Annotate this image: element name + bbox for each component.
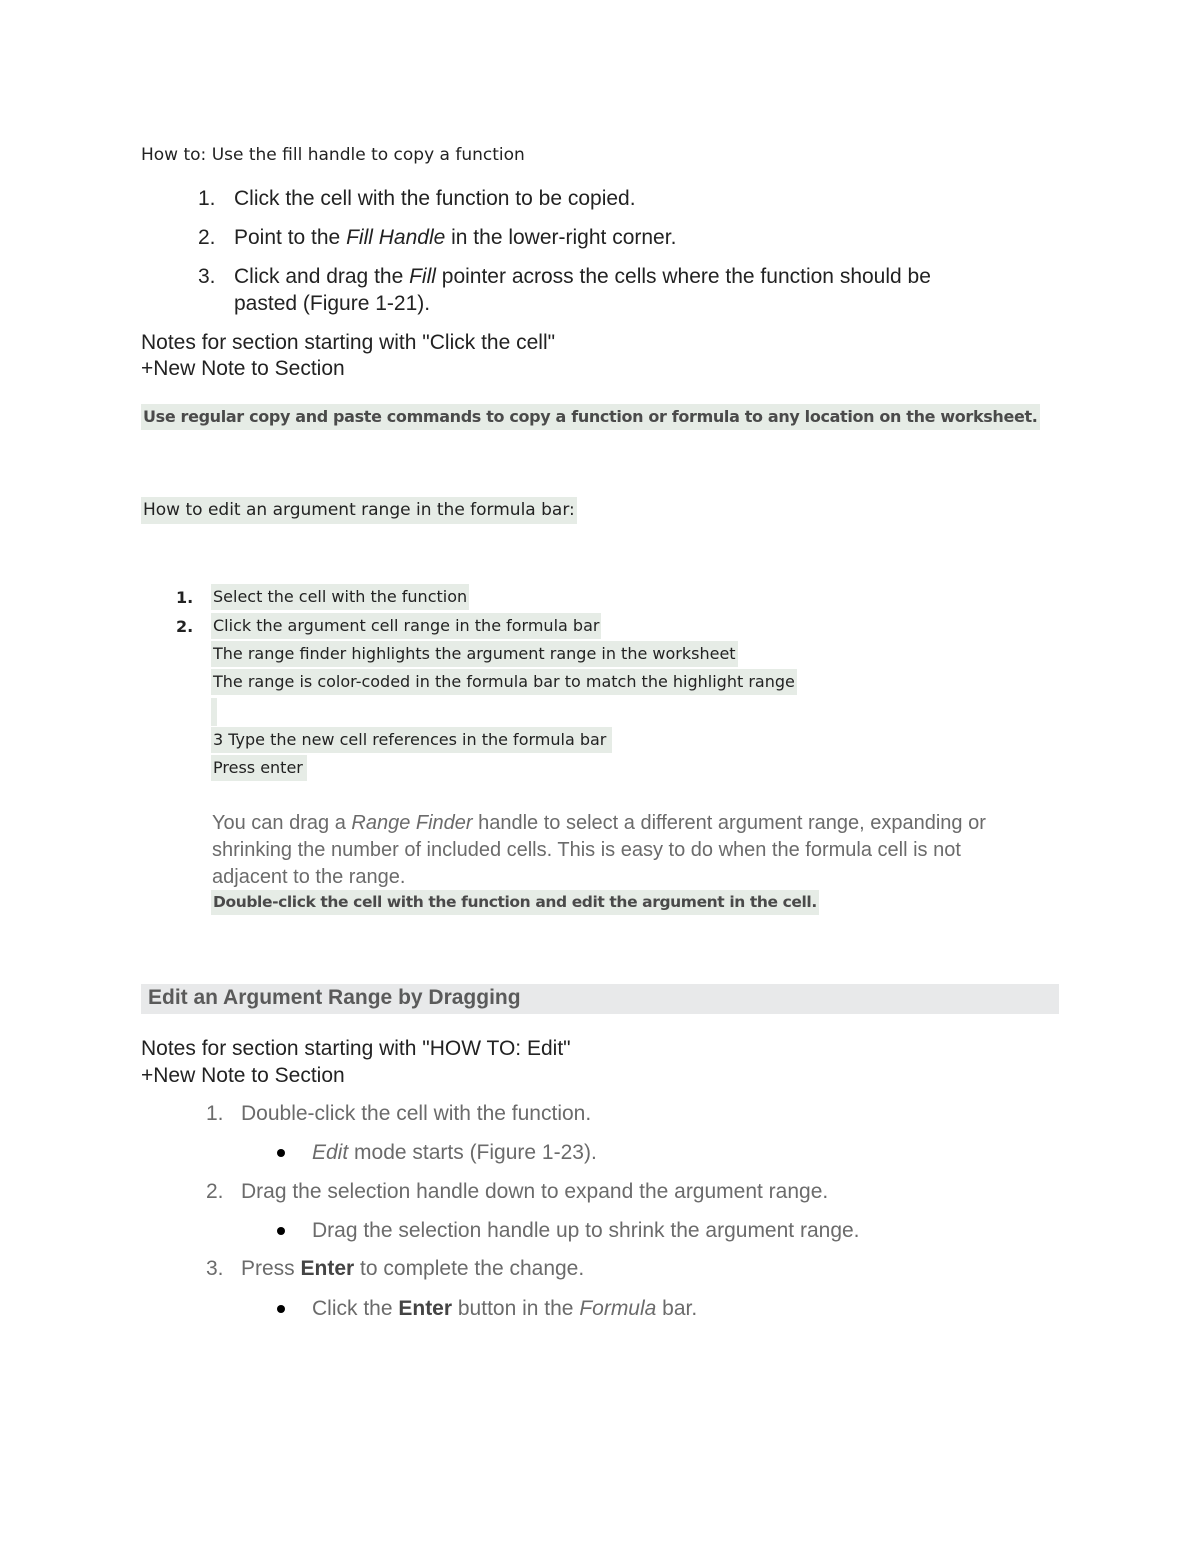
s2-para-line3: adjacent to the range. xyxy=(212,866,406,888)
step3-pre: Press xyxy=(241,1257,301,1280)
s1-tip: Use regular copy and paste commands to copy a function or formula to any location on the worksheet. xyxy=(141,404,1040,430)
heading-rest: Use the fill handle to copy a function xyxy=(206,145,525,165)
s3-bullet2: Drag the selection handle up to shrink the argument range. xyxy=(312,1219,860,1242)
s2-step1-text: Select the cell with the function xyxy=(211,584,469,610)
s3-step3-num: 3. xyxy=(206,1257,224,1280)
s3-step1-num: 1. xyxy=(206,1102,224,1125)
s1-notes-label: Notes for section starting with "Click the cell" xyxy=(141,331,556,354)
fill-term: Fill xyxy=(409,265,436,288)
s2-double-click: Double-click the cell with the function and edit the argument in the cell. xyxy=(211,890,819,915)
s2-step3: 3 Type the new cell references in the formula bar xyxy=(211,727,612,753)
s1-step3-line2: pasted (Figure 1-21). xyxy=(234,292,431,315)
s2-para-line1 xyxy=(212,812,986,835)
s2-step2-text: Click the argument cell range in the formula bar xyxy=(211,613,601,639)
s3-heading: Edit an Argument Range by Dragging xyxy=(148,986,521,1009)
s3-bullet3 xyxy=(312,1297,697,1321)
s3-step3-text xyxy=(241,1257,584,1281)
bullet3-post: bar. xyxy=(656,1297,698,1320)
s2-empty-highlight xyxy=(211,698,217,726)
s2-para-line2: shrinking the number of included cells. This is easy to do when the formula cell is not xyxy=(212,839,961,861)
s1-step3-pre: Click and drag the xyxy=(234,265,410,288)
bullet1-post: mode starts (Figure 1-23). xyxy=(348,1141,597,1164)
s3-step2-text: Drag the selection handle down to expand the argument range. xyxy=(241,1180,829,1203)
s2-heading: How to edit an argument range in the formula bar: xyxy=(141,497,577,524)
s1-step1-num: 1. xyxy=(198,187,216,210)
enter-key-term: Enter xyxy=(300,1257,355,1280)
range-finder-term: Range Finder xyxy=(351,812,473,834)
step3-post: to complete the change. xyxy=(354,1257,585,1280)
s3-step2-num: 2. xyxy=(206,1180,224,1203)
s2-step2-num: 2. xyxy=(176,617,194,636)
bullet-icon xyxy=(277,1227,285,1235)
s1-step2-post: in the lower-right corner. xyxy=(445,226,677,249)
s3-notes-label: Notes for section starting with "HOW TO: Edit" xyxy=(141,1037,571,1060)
s3-bullet1 xyxy=(312,1141,597,1165)
enter-button-term: Enter xyxy=(398,1297,453,1320)
heading-prefix: How to: xyxy=(141,145,207,165)
s2-step1-num: 1. xyxy=(176,588,194,607)
s1-step3-num: 3. xyxy=(198,265,216,288)
para-pre: You can drag a xyxy=(212,812,352,834)
s1-step2-num: 2. xyxy=(198,226,216,249)
s1-step2-pre: Point to the xyxy=(234,226,347,249)
s3-step1-text: Double-click the cell with the function. xyxy=(241,1102,592,1125)
s1-step3-post: pointer across the cells where the function should be xyxy=(435,265,931,288)
s2-sub2: The range is color-coded in the formula bar to match the highlight range xyxy=(211,669,797,695)
formula-term: Formula xyxy=(579,1297,657,1320)
s1-new-note-link[interactable]: +New Note to Section xyxy=(141,357,345,380)
bullet-icon xyxy=(277,1305,285,1313)
bullet-icon xyxy=(277,1149,285,1157)
bullet3-pre: Click the xyxy=(312,1297,399,1320)
edit-term: Edit xyxy=(312,1141,349,1164)
fill-handle-term: Fill Handle xyxy=(346,226,446,249)
s3-new-note-link[interactable]: +New Note to Section xyxy=(141,1064,345,1087)
s2-sub1: The range finder highlights the argument range in the worksheet xyxy=(211,641,738,667)
section1-heading xyxy=(141,145,525,165)
bullet3-mid: button in the xyxy=(452,1297,580,1320)
s2-press-enter: Press enter xyxy=(211,755,307,781)
s1-step2-text xyxy=(234,226,676,250)
para-post: handle to select a different argument range, expanding or xyxy=(472,812,986,834)
s1-step1-text: Click the cell with the function to be copied. xyxy=(234,187,636,210)
s1-step3-text xyxy=(234,265,931,289)
